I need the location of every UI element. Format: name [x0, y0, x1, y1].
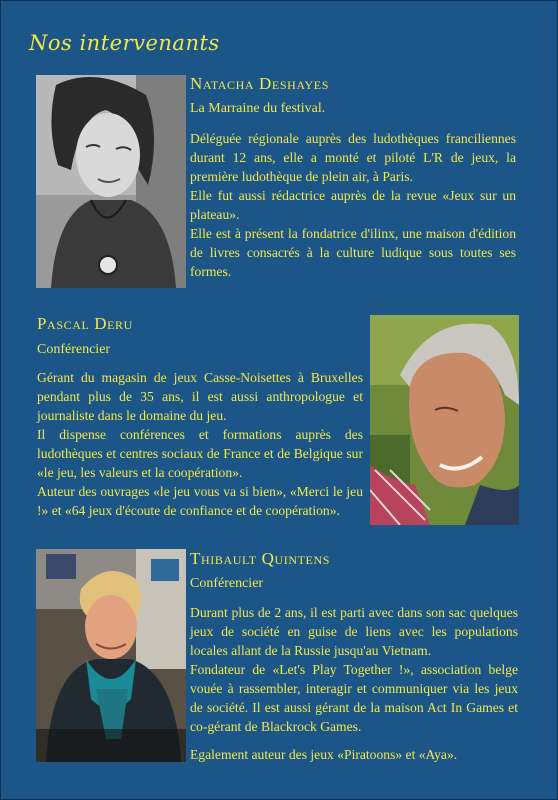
- speaker-name-pascal: Pascal Deru: [37, 314, 133, 333]
- speaker-bio-thibault: [190, 603, 518, 764]
- speaker-bio-natacha: [190, 129, 516, 281]
- speaker-photo-natacha: [36, 75, 186, 288]
- bio-paragraph: Il dispense conférences et formations auprès des ludothèques et centres sociaux de France et de Belgique sur «le jeu, les valeurs et la coopération».: [37, 427, 363, 480]
- bio-paragraph: Elle fut aussi rédactrice auprès de la revue «Jeux sur un plateau».: [190, 188, 516, 222]
- bio-paragraph: Elle est à présent la fondatrice d'ilinx, une maison d'édition de livres consacrés à la culture ludique sous toutes ses formes.: [190, 226, 516, 279]
- speaker-bio-pascal: [37, 368, 363, 520]
- speaker-name-natacha: Natacha Deshayes: [190, 74, 330, 93]
- bio-paragraph: Fondateur de «Let's Play Together !», association belge vouée à rassembler, interagir et communiquer via les jeux de société. Il est aussi gérant de la maison Act In Games et co-gérant de Blackrock Games.: [190, 662, 518, 734]
- speaker-photo-pascal: [370, 315, 519, 525]
- bio-paragraph: Durant plus de 2 ans, il est parti avec dans son sac quelques jeux de société en guise de liens avec les populations locales allant de la Russie jusqu'au Vietnam.: [190, 605, 518, 658]
- page-heading: Nos intervenants: [29, 31, 220, 55]
- bio-paragraph: Gérant du magasin de jeux Casse-Noisettes à Bruxelles pendant plus de 35 ans, il est aussi anthropologue et journaliste dans le domaine du jeu.: [37, 370, 363, 423]
- speaker-role-natacha: La Marraine du festival.: [190, 101, 326, 116]
- speaker-name-thibault: Thibault Quintens: [190, 549, 330, 568]
- speaker-role-pascal: Conférencier: [37, 342, 111, 357]
- bio-paragraph: Egalement auteur des jeux «Piratoons» et «Aya».: [190, 747, 458, 762]
- speaker-role-thibault: Conférencier: [190, 576, 264, 591]
- bio-paragraph: Déléguée régionale auprès des ludothèques franciliennes durant 12 ans, elle a monté et piloté L'R de jeux, la première ludothèque de plein air, à Paris.: [190, 131, 516, 184]
- speaker-photo-thibault: [36, 549, 186, 762]
- bio-paragraph: Auteur des ouvrages «le jeu vous va si bien», «Merci le jeu !» et «64 jeux d'écoute de confiance et de coopération».: [37, 484, 363, 518]
